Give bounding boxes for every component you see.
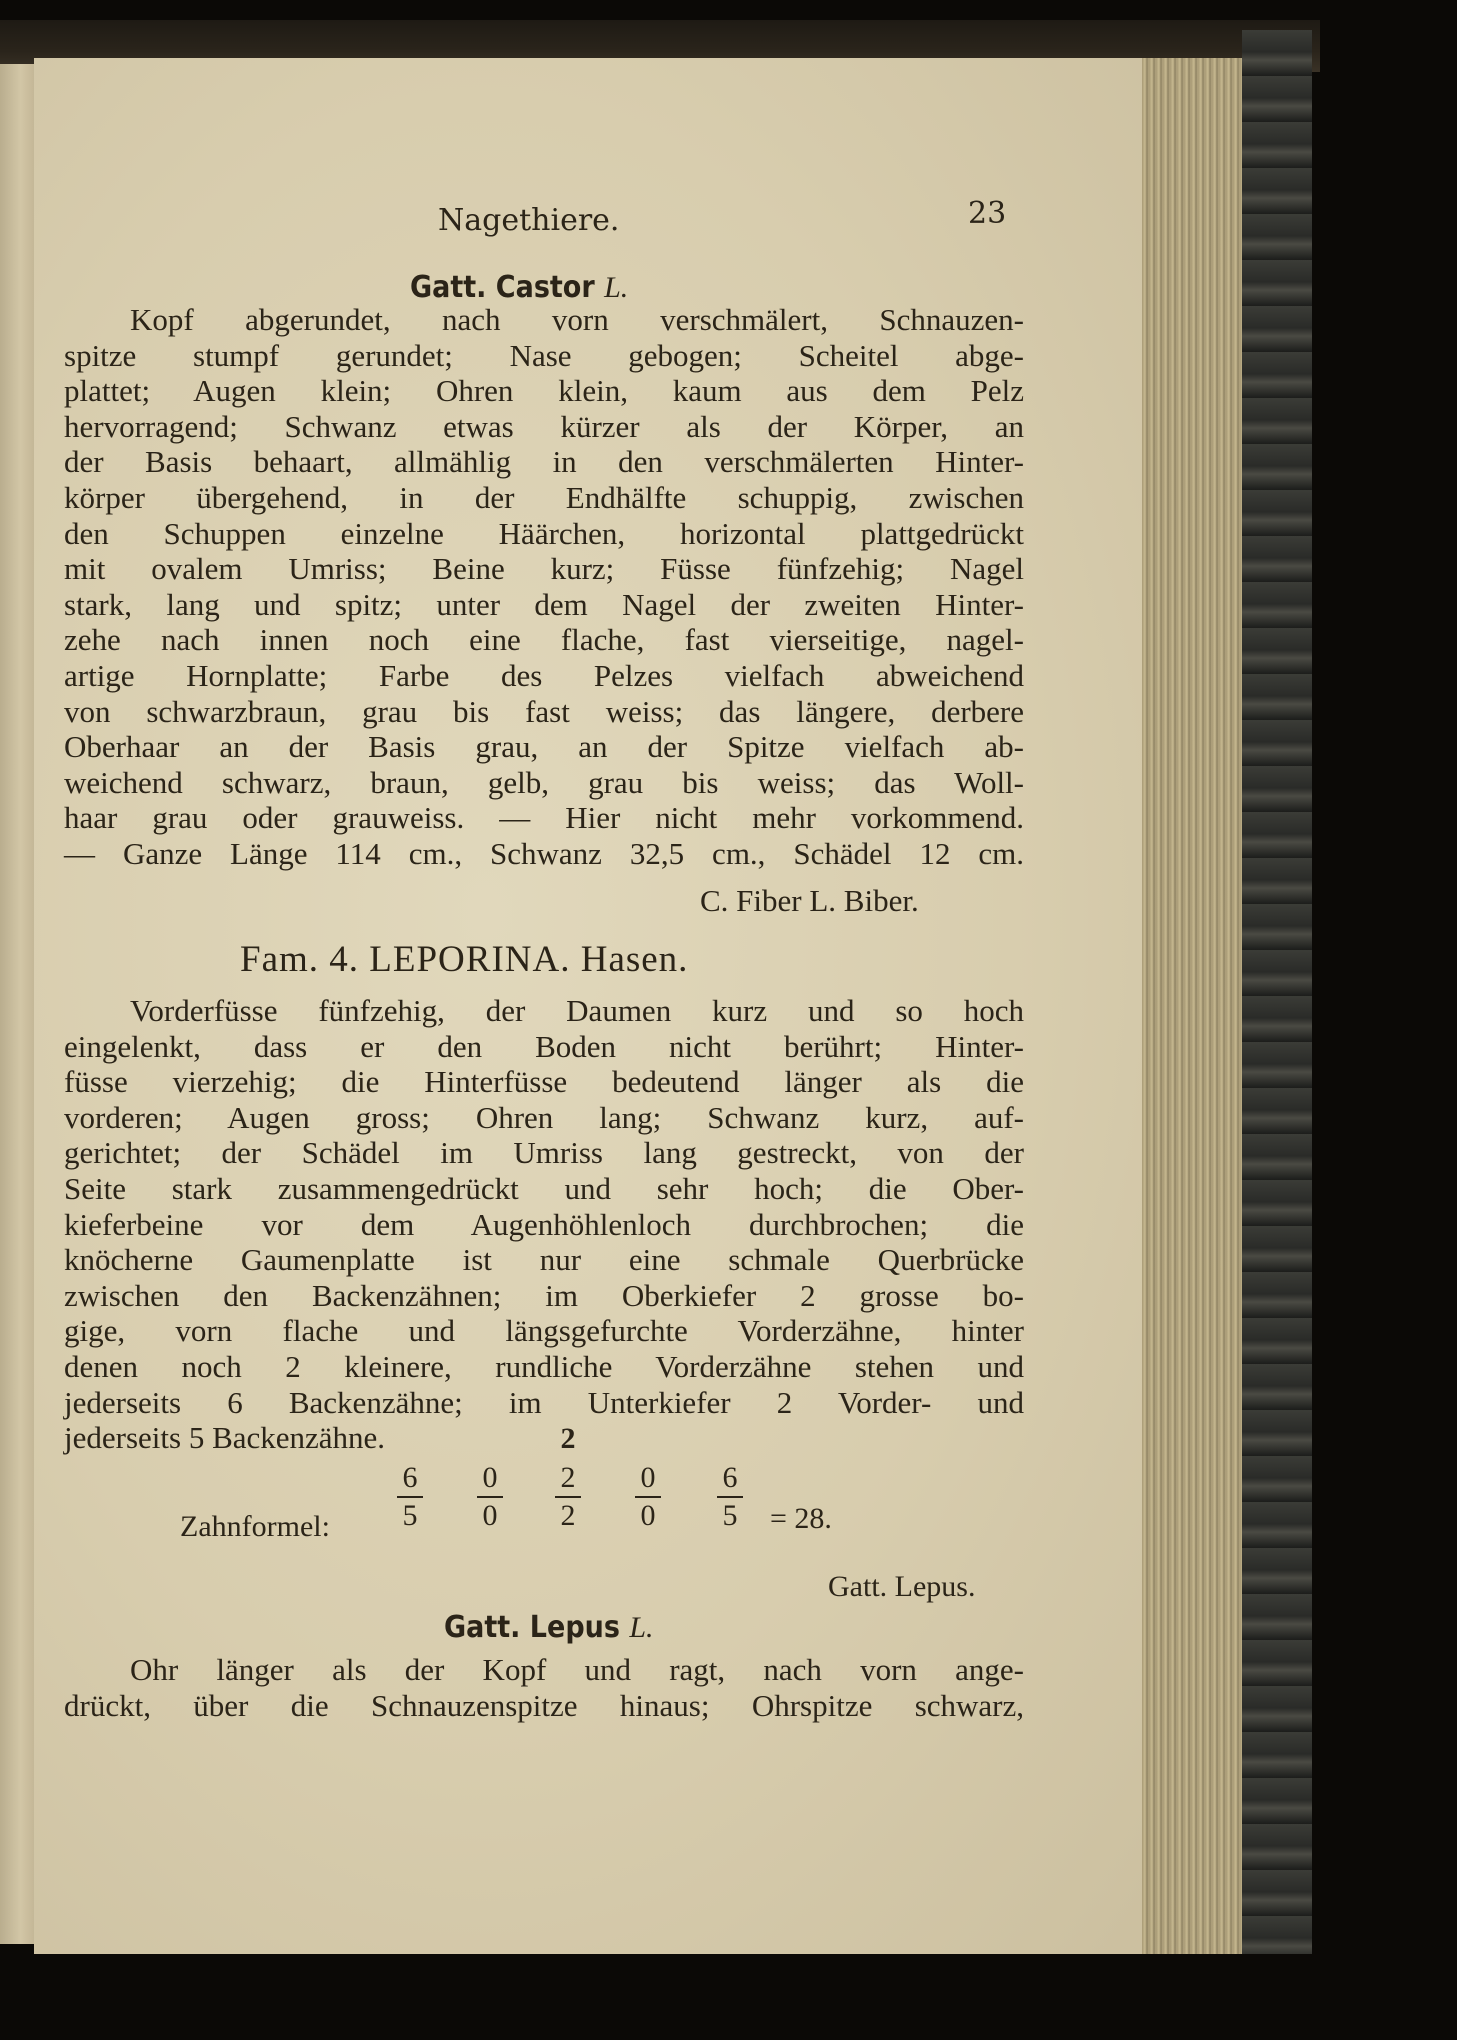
page-stack-edges (1142, 58, 1242, 1958)
text-line: von schwarzbraun, grau bis fast weiss; das längere, derbere (64, 693, 1024, 729)
text-line: spitze stumpf gerundet; Nase gebogen; Scheitel abge- (64, 337, 1024, 373)
formula-fraction (628, 1460, 668, 1534)
text-line: zwischen den Backenzähnen; im Oberkiefer 2 grosse bo- (64, 1277, 1024, 1313)
genus-castor-author: L. (604, 271, 629, 304)
facing-page-edge (0, 64, 36, 1944)
text-line: gerichtet; der Schädel im Umriss lang gestreckt, von der (64, 1135, 1024, 1171)
genus-castor-title: Gatt. Castor (410, 270, 595, 305)
formula-denominator: 5 (722, 1499, 738, 1532)
page-number: 23 (968, 196, 1007, 231)
genus-lepus-author: L. (629, 1611, 654, 1644)
text-line: vorderen; Augen gross; Ohren lang; Schwanz kurz, auf- (64, 1099, 1024, 1135)
lepus-description (64, 1652, 1024, 1723)
formula-denominator: 0 (640, 1499, 656, 1532)
text-line: der Basis behaart, allmählig in den verschmälerten Hinter- (64, 444, 1024, 480)
book-cover (1242, 30, 1312, 1960)
running-head: Nagethiere. (438, 203, 620, 238)
dental-formula-label: Zahnformel: (180, 1510, 330, 1543)
formula-numerator: 0 (640, 1461, 656, 1494)
text-line: körper übergehend, in der Endhälfte schuppig, zwischen (64, 479, 1024, 515)
genus-castor-heading (410, 270, 628, 305)
text-line: haar grau oder grauweiss. — Hier nicht mehr vorkommend. (64, 800, 1024, 836)
text-line: zehe nach innen noch eine flache, fast vierseitige, nagel- (64, 622, 1024, 658)
text-line: kieferbeine vor dem Augenhöhlenloch durchbrochen; die (64, 1206, 1024, 1242)
family-heading: Fam. 4. LEPORINA. Hasen. (240, 939, 689, 980)
castor-description (64, 302, 1024, 872)
text-line: den Schuppen einzelne Häärchen, horizontal plattgedrückt (64, 515, 1024, 551)
text-line: mit ovalem Umriss; Beine kurz; Füsse fünfzehig; Nagel (64, 551, 1024, 587)
genus-crossref: Gatt. Lepus. (828, 1570, 976, 1603)
text-line: Oberhaar an der Basis grau, an der Spitze vielfach ab- (64, 729, 1024, 765)
formula-numerator: 0 (482, 1461, 498, 1494)
text-line: drückt, über die Schnauzenspitze hinaus; Ohrspitze schwarz, (64, 1687, 1024, 1723)
text-line: gige, vorn flache und längsgefurchte Vorderzähne, hinter (64, 1313, 1024, 1349)
text-line: knöcherne Gaumenplatte ist nur eine schmale Querbrücke (64, 1242, 1024, 1278)
formula-numerator: 2 (560, 1461, 576, 1494)
formula-extra-digit: 2 (560, 1422, 576, 1455)
dental-formula-total: = 28. (770, 1502, 832, 1535)
formula-numerator: 6 (402, 1461, 418, 1494)
text-line: hervorragend; Schwanz etwas kürzer als der Körper, an (64, 408, 1024, 444)
genus-lepus-heading (444, 1610, 654, 1645)
text-line: denen noch 2 kleinere, rundliche Vorderzähne stehen und (64, 1348, 1024, 1384)
formula-numerator: 6 (722, 1461, 738, 1494)
formula-denominator: 2 (560, 1499, 576, 1532)
species-entry: C. Fiber L. Biber. (700, 883, 919, 918)
text-line: — Ganze Länge 114 cm., Schwanz 32,5 cm., Schädel 12 cm. (64, 835, 1024, 871)
formula-fraction (390, 1460, 430, 1534)
text-line: Kopf abgerundet, nach vorn verschmälert, Schnauzen- (130, 302, 1024, 337)
leporina-description (64, 993, 1024, 1456)
text-line: Vorderfüsse fünfzehig, der Daumen kurz und so hoch (130, 993, 1024, 1028)
formula-fraction (710, 1460, 750, 1534)
text-line: jederseits 6 Backenzähne; im Unterkiefer 2 Vorder- und (64, 1384, 1024, 1420)
text-line: Seite stark zusammengedrückt und sehr hoch; die Ober- (64, 1170, 1024, 1206)
text-line: weichend schwarz, braun, gelb, grau bis weiss; das Woll- (64, 764, 1024, 800)
text-line: Ohr länger als der Kopf und ragt, nach vorn ange- (130, 1652, 1024, 1687)
text-line: artige Hornplatte; Farbe des Pelzes vielfach abweichend (64, 657, 1024, 693)
formula-fraction (470, 1460, 510, 1534)
formula-fraction (548, 1422, 588, 1534)
text-line: stark, lang und spitz; unter dem Nagel der zweiten Hinter- (64, 586, 1024, 622)
formula-denominator: 0 (482, 1499, 498, 1532)
text-line: füsse vierzehig; die Hinterfüsse bedeutend länger als die (64, 1064, 1024, 1100)
text-line: jederseits 5 Backenzähne. (64, 1420, 386, 1456)
genus-lepus-title: Gatt. Lepus (444, 1610, 620, 1645)
bottom-background (0, 1954, 1320, 2040)
text-line: eingelenkt, dass er den Boden nicht berührt; Hinter- (64, 1028, 1024, 1064)
formula-denominator: 5 (402, 1499, 418, 1532)
text-line: plattet; Augen klein; Ohren klein, kaum aus dem Pelz (64, 373, 1024, 409)
